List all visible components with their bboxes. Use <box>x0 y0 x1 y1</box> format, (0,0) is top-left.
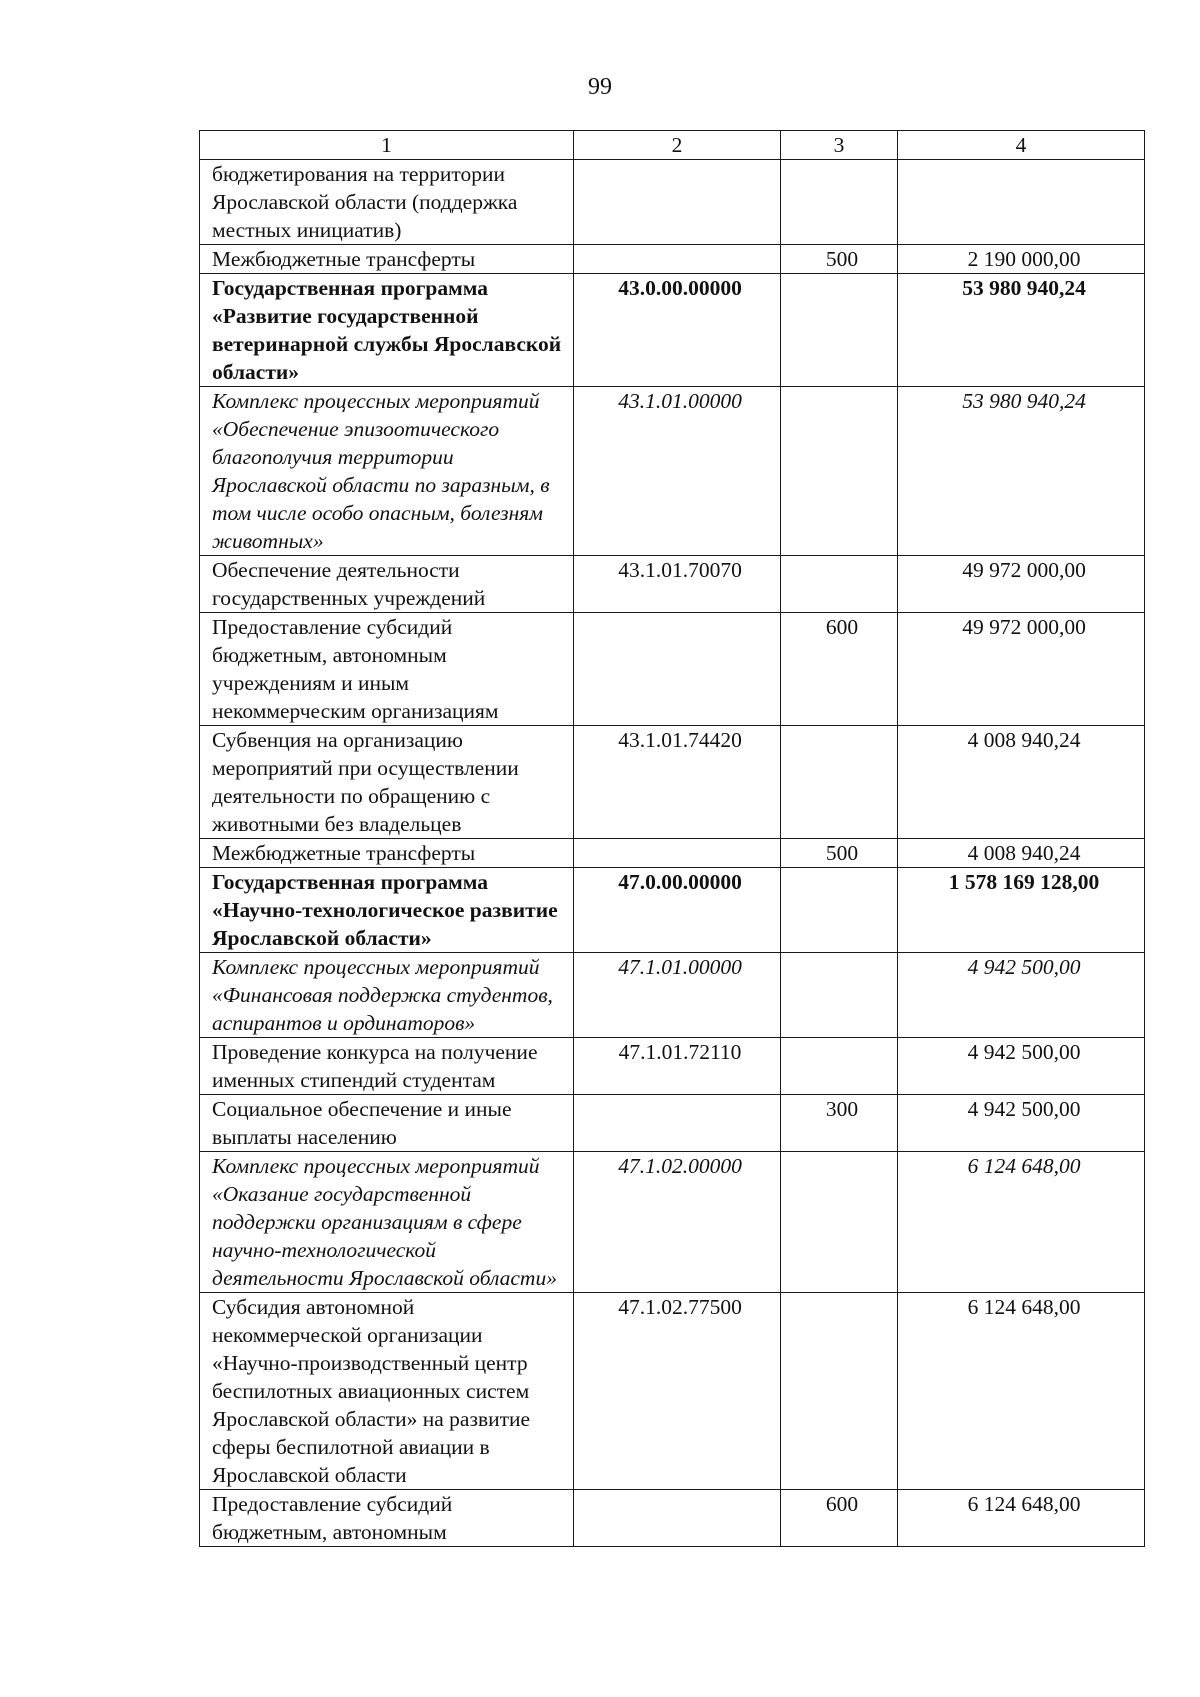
row-amount-cell: 4 008 940,24 <box>898 839 1145 868</box>
row-type-cell: 600 <box>781 613 898 726</box>
row-amount-cell: 53 980 940,24 <box>898 274 1145 387</box>
row-amount-cell: 4 942 500,00 <box>898 1095 1145 1152</box>
row-name-cell: Субсидия автономной некоммерческой организации «Научно-производственный центр беспилотных авиационных систем Ярославской области» на развитие сферы беспилотной авиации в Ярославской области <box>200 1293 574 1490</box>
row-type-cell <box>781 1038 898 1095</box>
row-amount-cell <box>898 160 1145 245</box>
row-type-cell <box>781 1293 898 1490</box>
row-type-cell: 600 <box>781 1490 898 1547</box>
page-number: 99 <box>588 74 612 100</box>
row-amount-cell: 6 124 648,00 <box>898 1490 1145 1547</box>
row-code-cell: 47.0.00.00000 <box>574 868 781 953</box>
row-code-cell <box>574 245 781 274</box>
row-amount-cell: 4 942 500,00 <box>898 953 1145 1038</box>
row-type-cell: 500 <box>781 245 898 274</box>
column-header-3: 3 <box>781 131 898 160</box>
row-code-cell <box>574 839 781 868</box>
row-code-cell: 43.1.01.70070 <box>574 556 781 613</box>
row-name-cell: Социальное обеспечение и иные выплаты населению <box>200 1095 574 1152</box>
table-row <box>200 868 1145 953</box>
row-code-cell: 43.1.01.74420 <box>574 726 781 839</box>
row-code-cell <box>574 160 781 245</box>
row-code-cell <box>574 613 781 726</box>
table-row <box>200 726 1145 839</box>
row-amount-cell: 53 980 940,24 <box>898 387 1145 556</box>
table-row <box>200 1152 1145 1293</box>
row-name-cell: бюджетирования на территории Ярославской области (поддержка местных инициатив) <box>200 160 574 245</box>
row-name-cell: Комплекс процессных мероприятий «Оказание государственной поддержки организациям в сфере научно-технологической деятельности Ярославской области» <box>200 1152 574 1293</box>
table-row <box>200 1293 1145 1490</box>
row-name-cell: Обеспечение деятельности государственных учреждений <box>200 556 574 613</box>
row-amount-cell: 49 972 000,00 <box>898 556 1145 613</box>
table-row <box>200 556 1145 613</box>
table-row <box>200 1038 1145 1095</box>
row-amount-cell: 49 972 000,00 <box>898 613 1145 726</box>
row-name-cell: Проведение конкурса на получение именных стипендий студентам <box>200 1038 574 1095</box>
table-row <box>200 613 1145 726</box>
row-type-cell <box>781 274 898 387</box>
row-code-cell: 47.1.01.72110 <box>574 1038 781 1095</box>
row-type-cell: 500 <box>781 839 898 868</box>
column-header-2: 2 <box>574 131 781 160</box>
row-type-cell <box>781 868 898 953</box>
row-type-cell <box>781 387 898 556</box>
table-row <box>200 839 1145 868</box>
row-name-cell: Комплекс процессных мероприятий «Финансовая поддержка студентов, аспирантов и ординаторов» <box>200 953 574 1038</box>
column-header-1: 1 <box>200 131 574 160</box>
table-row <box>200 274 1145 387</box>
row-name-cell: Межбюджетные трансферты <box>200 839 574 868</box>
row-type-cell <box>781 726 898 839</box>
row-type-cell <box>781 953 898 1038</box>
table-row <box>200 387 1145 556</box>
table-row <box>200 160 1145 245</box>
row-code-cell: 47.1.01.00000 <box>574 953 781 1038</box>
row-type-cell <box>781 1152 898 1293</box>
row-amount-cell: 2 190 000,00 <box>898 245 1145 274</box>
row-type-cell <box>781 556 898 613</box>
row-code-cell: 43.0.00.00000 <box>574 274 781 387</box>
row-name-cell: Государственная программа «Научно-технологическое развитие Ярославской области» <box>200 868 574 953</box>
row-amount-cell: 1 578 169 128,00 <box>898 868 1145 953</box>
row-amount-cell: 6 124 648,00 <box>898 1293 1145 1490</box>
budget-table <box>199 130 1145 1547</box>
row-amount-cell: 4 008 940,24 <box>898 726 1145 839</box>
table-body <box>200 160 1145 1547</box>
row-code-cell <box>574 1095 781 1152</box>
row-name-cell: Межбюджетные трансферты <box>200 245 574 274</box>
row-code-cell: 43.1.01.00000 <box>574 387 781 556</box>
row-name-cell: Комплекс процессных мероприятий «Обеспечение эпизоотического благополучия территории Ярославской области по заразным, в том числе особо опасным, болезням животных» <box>200 387 574 556</box>
table-row <box>200 953 1145 1038</box>
row-name-cell: Субвенция на организацию мероприятий при осуществлении деятельности по обращению с животными без владельцев <box>200 726 574 839</box>
row-name-cell: Предоставление субсидий бюджетным, автономным <box>200 1490 574 1547</box>
row-type-cell: 300 <box>781 1095 898 1152</box>
row-type-cell <box>781 160 898 245</box>
table-row <box>200 1095 1145 1152</box>
row-code-cell <box>574 1490 781 1547</box>
row-code-cell: 47.1.02.77500 <box>574 1293 781 1490</box>
row-name-cell: Предоставление субсидий бюджетным, автономным учреждениям и иным некоммерческим организациям <box>200 613 574 726</box>
row-amount-cell: 6 124 648,00 <box>898 1152 1145 1293</box>
row-name-cell: Государственная программа «Развитие государственной ветеринарной службы Ярославской области» <box>200 274 574 387</box>
row-code-cell: 47.1.02.00000 <box>574 1152 781 1293</box>
column-header-4: 4 <box>898 131 1145 160</box>
row-amount-cell: 4 942 500,00 <box>898 1038 1145 1095</box>
table-row <box>200 1490 1145 1547</box>
table-row <box>200 245 1145 274</box>
header-row <box>200 131 1145 160</box>
